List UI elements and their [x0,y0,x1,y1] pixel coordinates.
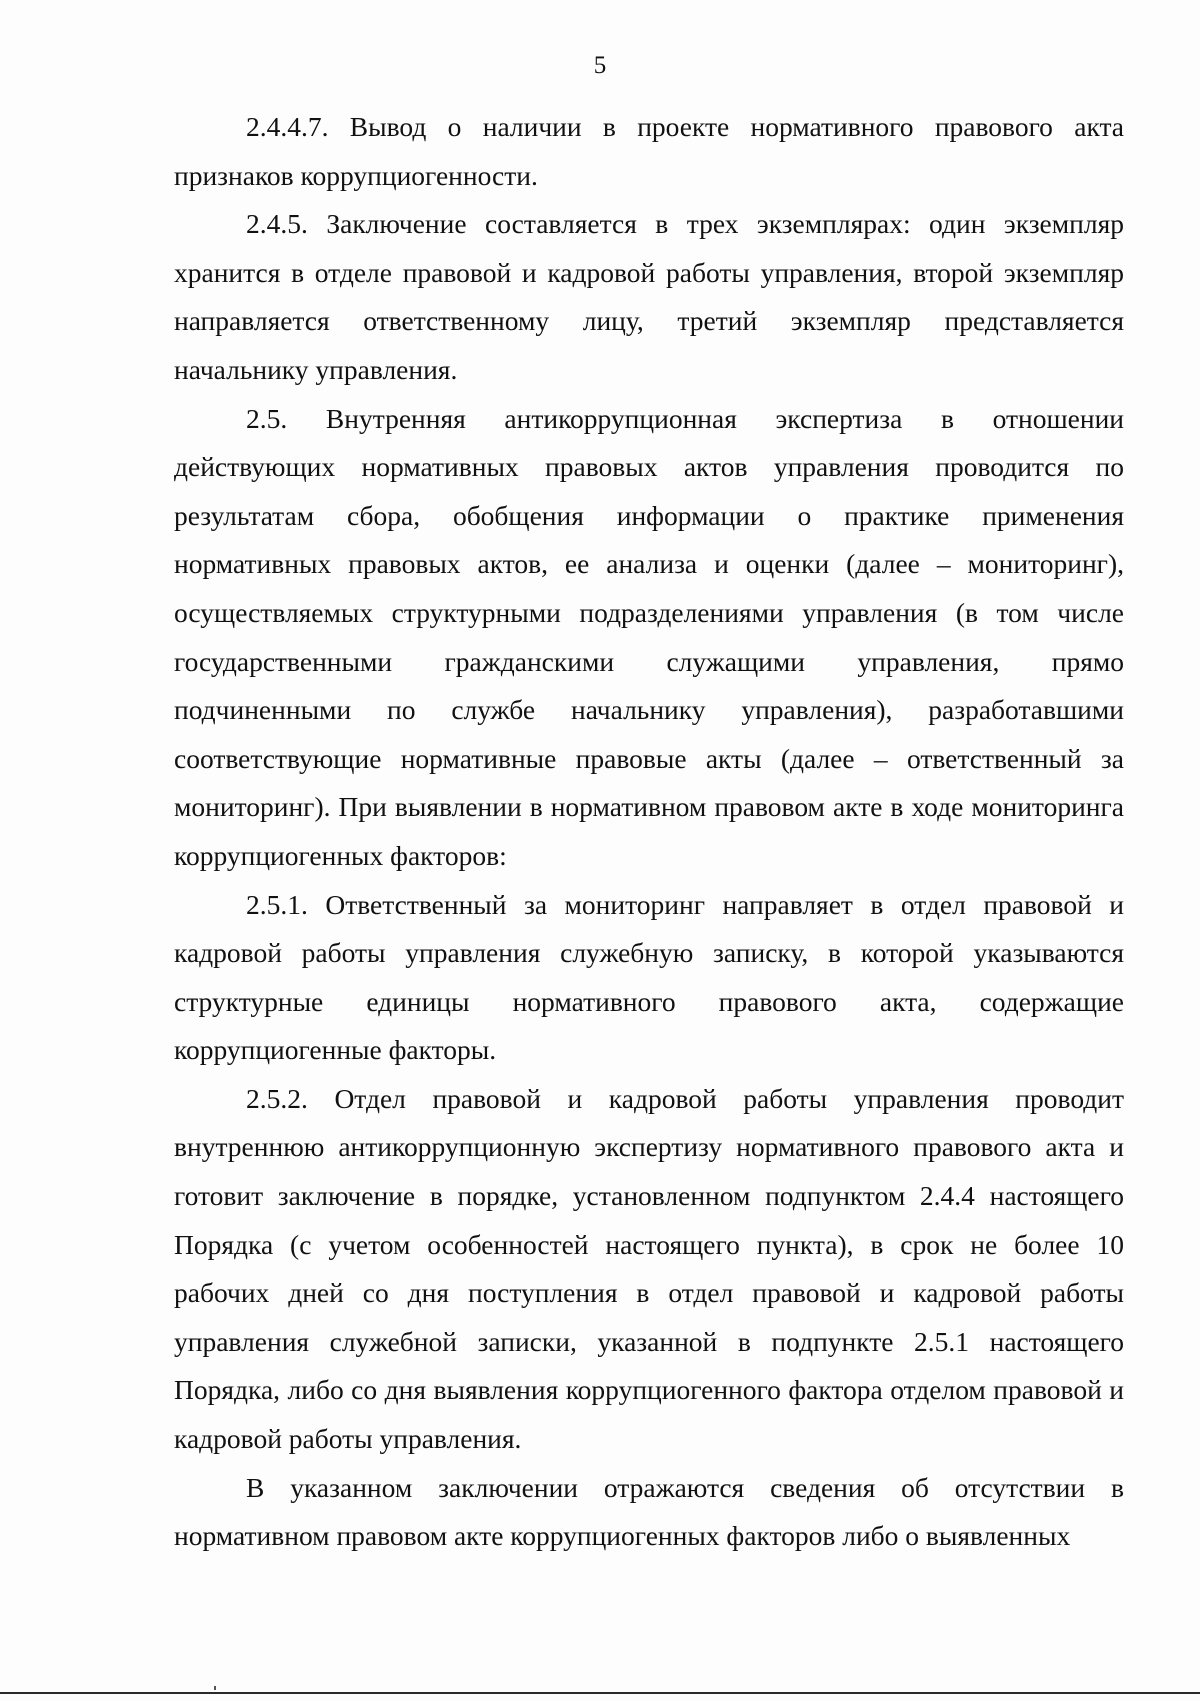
paragraph-2-5-1: 2.5.1. Ответственный за мониторинг направляет в отдел правовой и кадровой работы управления служебную записку, в которой указываются структурные единицы нормативного правового акта, содержащие коррупциогенные факторы. [174,888,1124,1066]
scan-artifact [214,1686,216,1690]
document-body [174,103,1124,1561]
paragraph-2-4-4-7: 2.4.4.7. Вывод о наличии в проекте нормативного правового акта признаков коррупциогенности. [174,111,1124,191]
paragraph-2-4-5: 2.4.5. Заключение составляется в трех экземплярах: один экземпляр хранится в отделе правовой и кадровой работы управления, второй экземпляр направляется ответственному лицу, третий экземпляр представляется начальнику управления. [174,208,1124,385]
paragraph-2-5: 2.5. Внутренняя антикоррупционная экспертиза в отношении действующих нормативных правовых актов управления проводится по результатам сбора, обобщения информации о практике применения нормативных правовых актов, ее анализа и оценки (далее – мониторинг), осуществляемых структурными подразделениями управления (в том числе государственными гражданскими служащими управления, прямо подчиненными по службе начальнику управления), разработавшими соответствующие нормативные правовые акты (далее – ответственный за мониторинг). При выявлении в нормативном правовом акте в ходе мониторинга коррупциогенных факторов: [174,402,1124,871]
page-bottom-edge-line [0,1692,1200,1694]
page-number: 5 [593,52,607,79]
paragraph-2-5-2: 2.5.2. Отдел правовой и кадровой работы управления проводит внутреннюю антикоррупционную экспертизу нормативного правового акта и готовит заключение в порядке, установленном подпунктом 2.4.4 настоящего Порядка (с учетом особенностей настоящего пункта), в срок не более 10 рабочих дней со дня поступления в отдел правовой и кадровой работы управления служебной записки, указанной в подпункте 2.5.1 настоящего Порядка, либо со дня выявления коррупциогенного фактора отделом правовой и кадровой работы управления. [174,1082,1124,1455]
paragraph-conclusion-info: В указанном заключении отражаются сведения об отсутствии в нормативном правовом акте коррупциогенных факторов либо о выявленных [174,1471,1124,1552]
